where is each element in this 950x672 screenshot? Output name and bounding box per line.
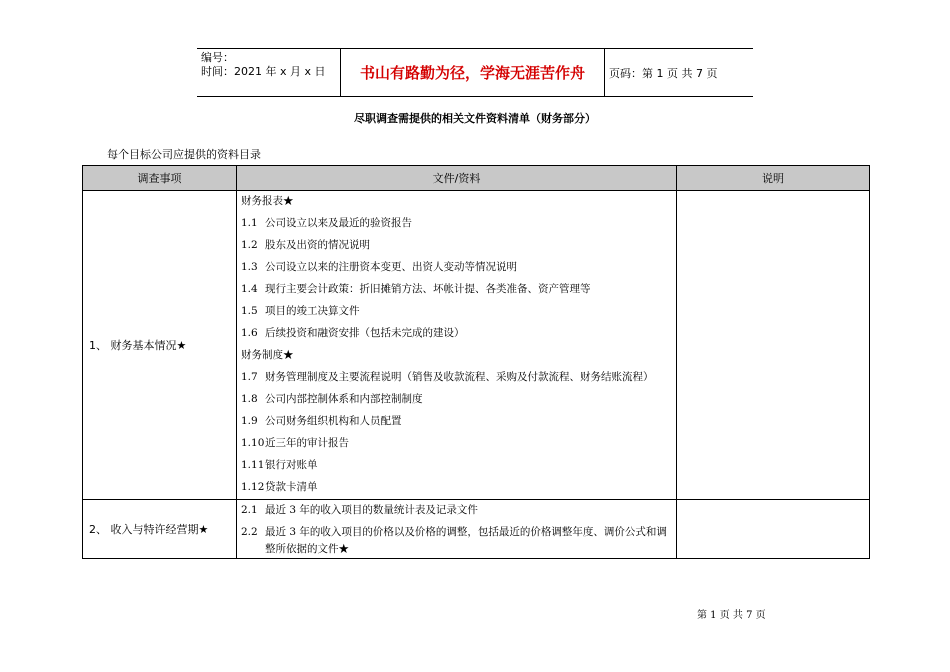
item-text: 最近 3 年的收入项目的数量统计表及记录文件 [265, 504, 478, 516]
document-item [237, 301, 676, 323]
document-item [237, 477, 676, 499]
page-header [197, 48, 753, 97]
item-number: 1.9 [241, 415, 258, 427]
document-item [237, 191, 676, 213]
document-item [237, 411, 676, 433]
item-number: 1.11 [241, 459, 265, 471]
document-item [237, 323, 676, 345]
item-number: 1.7 [241, 371, 258, 383]
item-number: 2.1 [241, 504, 258, 516]
checklist-table [82, 165, 870, 559]
document-item [237, 257, 676, 279]
documents-cell [237, 500, 677, 559]
notes-cell [677, 500, 870, 559]
document-item [237, 389, 676, 411]
item-number: 1.2 [241, 239, 258, 251]
header-cell-documents: 文件/资料 [237, 166, 677, 191]
document-item [237, 235, 676, 257]
item-text: 近三年的审计报告 [265, 437, 349, 449]
item-number: 1.1 [241, 217, 258, 229]
item-text: 银行对账单 [265, 459, 318, 471]
item-number: 1.12 [241, 481, 265, 493]
item-text: 公司设立以来的注册资本变更、出资人变动等情况说明 [265, 261, 517, 273]
item-number: 2.2 [241, 526, 258, 538]
item-number: 1.10 [241, 437, 265, 449]
table-header-row [83, 166, 870, 191]
item-number: 1.6 [241, 327, 258, 339]
documents-cell [237, 191, 677, 500]
item-number: 1.8 [241, 393, 258, 405]
item-number: 1.5 [241, 305, 258, 317]
document-item [237, 522, 676, 558]
item-text: 项目的竣工决算文件 [265, 305, 360, 317]
item-text: 股东及出资的情况说明 [265, 239, 370, 251]
table-row [83, 191, 870, 500]
item-text: 后续投资和融资安排（包括未完成的建设） [265, 327, 465, 339]
category-cell: 2、 收入与特许经营期★ [83, 500, 237, 559]
document-title: 尽职调查需提供的相关文件资料清单（财务部分） [354, 112, 596, 125]
item-text: 公司内部控制体系和内部控制制度 [265, 393, 423, 405]
page-footer: 第 1 页 共 7 页 [697, 610, 766, 621]
item-text: 财务管理制度及主要流程说明（销售及收款流程、采购及付款流程、财务结账流程） [265, 371, 654, 383]
header-cell-notes: 说明 [677, 166, 870, 191]
header-page-code: 页码：第 1 页 共 7 页 [609, 67, 718, 80]
category-cell: 1、 财务基本情况★ [83, 191, 237, 500]
header-info [201, 51, 326, 79]
item-text: 贷款卡清单 [265, 481, 318, 493]
table-row [83, 500, 870, 559]
header-cell-item: 调查事项 [83, 166, 237, 191]
document-item [237, 345, 676, 367]
item-text: 财务报表★ [241, 195, 294, 207]
header-motto: 书山有路勤为径，学海无涯苦作舟 [340, 49, 605, 96]
item-text: 现行主要会计政策：折旧摊销方法、坏帐计提、各类准备、资产管理等 [265, 283, 591, 295]
item-number: 1.3 [241, 261, 258, 273]
document-item [237, 367, 676, 389]
document-item [237, 213, 676, 235]
document-item [237, 500, 676, 522]
item-text: 公司设立以来及最近的验资报告 [265, 217, 412, 229]
item-text: 最近 3 年的收入项目的价格以及价格的调整，包括最近的价格调整年度、调价公式和调整所依据的文件★ [265, 526, 667, 555]
document-item [237, 455, 676, 477]
item-text: 财务制度★ [241, 349, 294, 361]
item-text: 公司财务组织机构和人员配置 [265, 415, 402, 427]
date-label: 时间：2021 年 x 月 x 日 [201, 65, 326, 78]
document-item [237, 433, 676, 455]
item-number: 1.4 [241, 283, 258, 295]
notes-cell [677, 191, 870, 500]
intro-text: 每个目标公司应提供的资料目录 [107, 148, 261, 161]
serial-label: 编号： [201, 51, 234, 64]
document-item [237, 279, 676, 301]
